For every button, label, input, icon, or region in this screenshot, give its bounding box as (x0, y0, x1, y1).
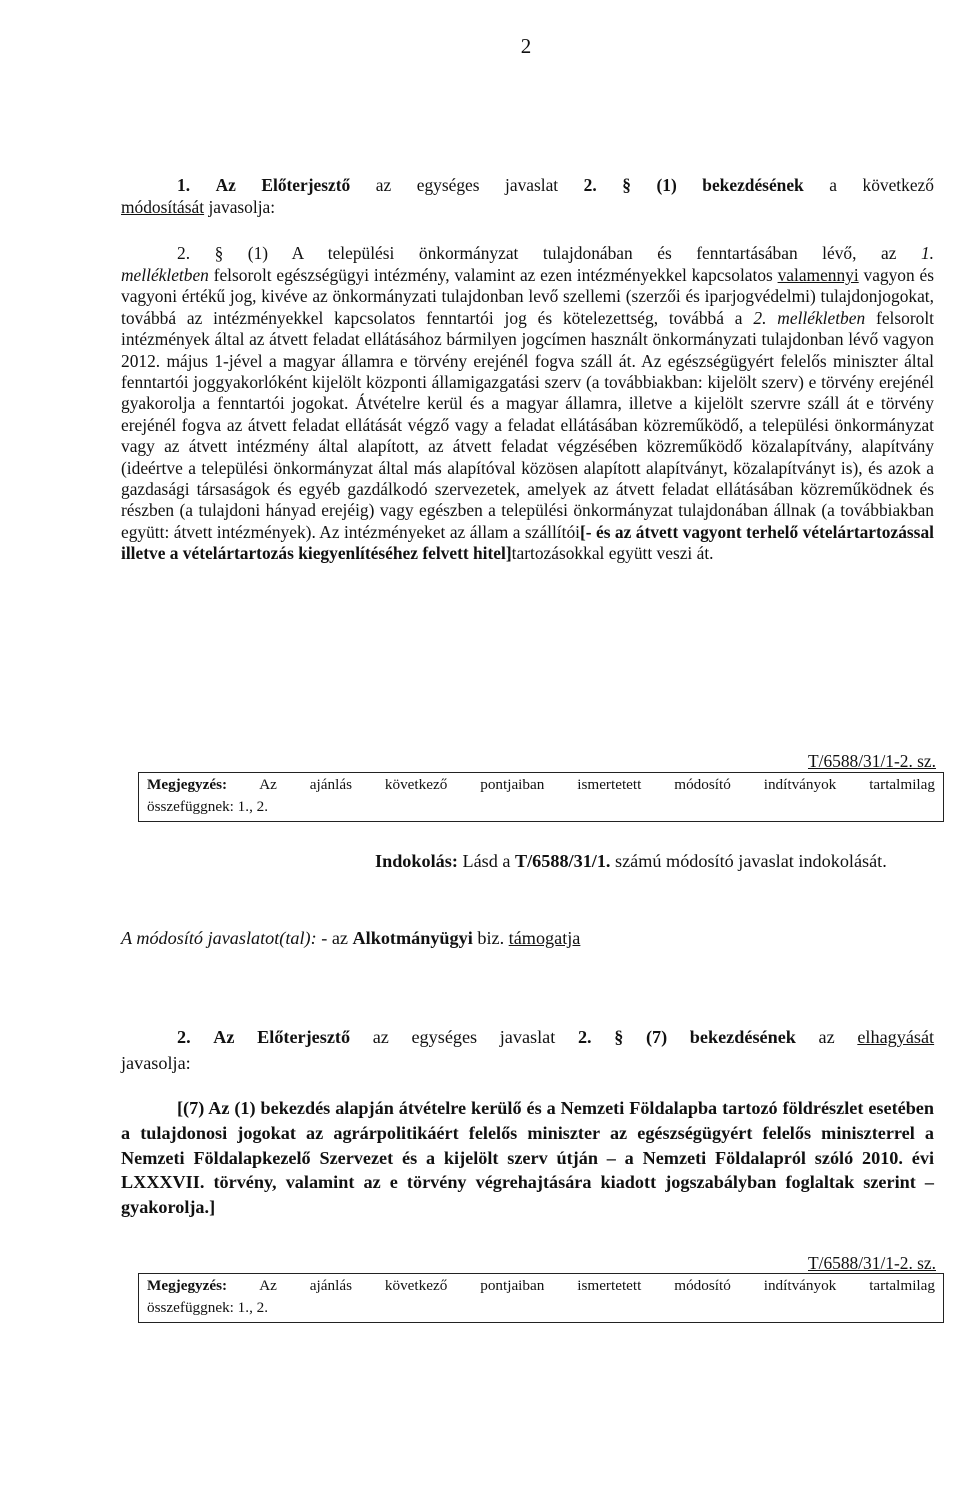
proposers-dash: - az (321, 928, 348, 948)
note-1-text: Az ajánlás következő pontjaiban ismertetett módosító indítványok tartalmilag (259, 776, 935, 793)
item-1-action: módosítását (121, 197, 205, 217)
item-1-heading-line2 (121, 197, 934, 218)
note-2-line1 (147, 1275, 935, 1297)
item-1-number: 1. (177, 175, 191, 195)
item-2-para-sym: § (614, 1027, 624, 1047)
item-2-heading (177, 1025, 934, 1049)
quote-1-end: tartozásokkal együtt veszi át. (511, 543, 714, 564)
note-2-text: Az ajánlás következő pontjaiban ismertetett módosító indítványok tartalmilag (259, 1277, 935, 1294)
note-box-2 (138, 1273, 944, 1323)
item-2-section: 2. (577, 1027, 592, 1047)
quote-2-body (121, 1096, 934, 1220)
item-2-word: Az (213, 1027, 235, 1047)
quote-1-s2: felsorolt egészségügyi intézmény, valamint az ezen intézményekkel kapcsolatos (213, 265, 773, 285)
quote-1-s4: felsorolt intézmények által az átvett feladat ellátásához bármilyen jogcímen használt önkormányzati tulajdonban lévő vagyon 2012. május 1-jével a magyar államra e törvény erejénél fogva száll át. Az egészségügyért felelős miniszter által fenntartói joggyakorlóként kijelölt központi államigazgatási szerv (a továbbiakban: kijelölt szerv) e törvény erejénél gyakorolja a fenntartói jogokat. Átvételre kerül és a magyar államra, illetve a kijelölt szervre száll át e törvény erejénél fogva az átvett feladat ellátását végző vagy a feladat ellátásában közreműködő, a települési önkormányzat vagy az átvett intézmény által alapított, az átvett feladat végzésében közreműködő közalapítvány, alapítvány (ideértve a települési önkormányzat által más alapítóval közösen alapított alapítványt, közalapítványt is), és azok a gazdasági társaságok és egyéb gazdálkodó szervezetek, amelyek az átvett feladat ellátásában közreműködnek és részben (a tulajdoni hányad erejéig) vagy egészben a települési önkormányzat tulajdonában állnak (a továbbiakban együtt: átvett intézmények). Az intézményeket az állam a szállítói (121, 307, 934, 542)
reasoning-block (375, 849, 934, 873)
item-2-proposer: Előterjesztő (257, 1027, 351, 1047)
item-2-para-ref: (7) bekezdésének (645, 1027, 796, 1047)
proposers-abbr: biz. (477, 928, 505, 948)
quote-1-ref1-num: 1. (920, 243, 934, 263)
proposers-line (121, 926, 580, 950)
item-1-heading (177, 175, 934, 196)
item-2-heading-line2 (121, 1051, 191, 1075)
note-1-line1 (147, 774, 935, 796)
ref-code-2 (808, 1253, 936, 1274)
item-1-section: 2. (583, 175, 597, 195)
proposers-label: A módosító javaslatot(tal): (121, 928, 317, 948)
item-1-action-tail: javasolja: (208, 197, 276, 217)
quote-1-first-line (177, 243, 934, 264)
item-2-number: 2. (177, 1027, 191, 1047)
quote-2-text: [(7) Az (1) bekezdés alapján átvételre kerülő és a Nemzeti Földalapba tartozó földrészlet esetében a tulajdonosi jogokat az agrárpolitikáért felelős miniszter az egészségügyért felelős miniszterrel a Nemzeti Földalapkezelő Szervezet és a kijelölt szerv útján – a Nemzeti Földalapról szóló 2010. évi LXXXVII. törvény, valamint az e törvény végrehajtására kiadott jogszabályban foglaltak szerint – gyakorolja.] (121, 1098, 934, 1218)
item-1-text: az egységes javaslat (375, 175, 559, 195)
note-box-1 (138, 772, 944, 822)
proposers-committee: Alkotmányügyi (352, 928, 473, 948)
quote-1-body (121, 265, 934, 565)
item-1-para-ref: (1) bekezdésének (656, 175, 804, 195)
page-number: 2 (520, 34, 532, 58)
quote-1-start: 2. § (1) A települési önkormányzat tulajdonában és fenntartásában lévő, az (177, 243, 897, 263)
item-1-para-sym: § (622, 175, 631, 195)
quote-1-ref1-word: mellékletben (121, 265, 209, 285)
item-2-text2: az (818, 1027, 835, 1047)
reasoning-code: T/6588/31/1. (514, 851, 611, 871)
quote-1-s3-underlined: valamennyi (777, 265, 859, 285)
reasoning-text1: Lásd a (462, 851, 511, 871)
proposers-support: támogatja (508, 928, 581, 948)
ref-code-1-text: T/6588/31/1-2. sz. (807, 751, 936, 771)
ref-code-1 (808, 751, 936, 772)
item-2-action-tail: javasolja: (121, 1053, 191, 1073)
item-2-text: az egységes javaslat (372, 1027, 556, 1047)
reasoning-text2: számú módosító javaslat indokolását. (615, 851, 887, 871)
ref-code-2-text: T/6588/31/1-2. sz. (807, 1253, 936, 1273)
item-1-proposer: Előterjesztő (261, 175, 351, 195)
quote-1-bold-insert: [- és az átvett vagyont terhelő vételártartozással illetve a vételártartozás kiegyenlítéséhez felvett hitel] (121, 521, 934, 564)
note-2-line2: összefüggnek: 1., 2. (147, 1299, 269, 1316)
note-1-label: Megjegyzés: (147, 776, 228, 793)
reasoning-label: Indokolás: (375, 851, 458, 871)
item-2-action: elhagyását (857, 1027, 935, 1047)
quote-1-s3: vagyon és vagyoni értékű jog, kivéve az önkormányzati tulajdonban levő szellemi (szerzői és iparjogvédelmi) tulajdonjogokat, továbbá az intézményekkel kapcsolatos fenntartói jog és kötelezettség, továbbá a (121, 265, 934, 328)
note-1-line2: összefüggnek: 1., 2. (147, 798, 269, 815)
item-1-text2: a következő (829, 175, 934, 195)
quote-1-ref2-word: mellékletben (777, 307, 866, 328)
item-1-word: Az (215, 175, 236, 195)
note-2-label: Megjegyzés: (147, 1277, 228, 1294)
quote-1-ref2-num: 2. (753, 307, 767, 328)
